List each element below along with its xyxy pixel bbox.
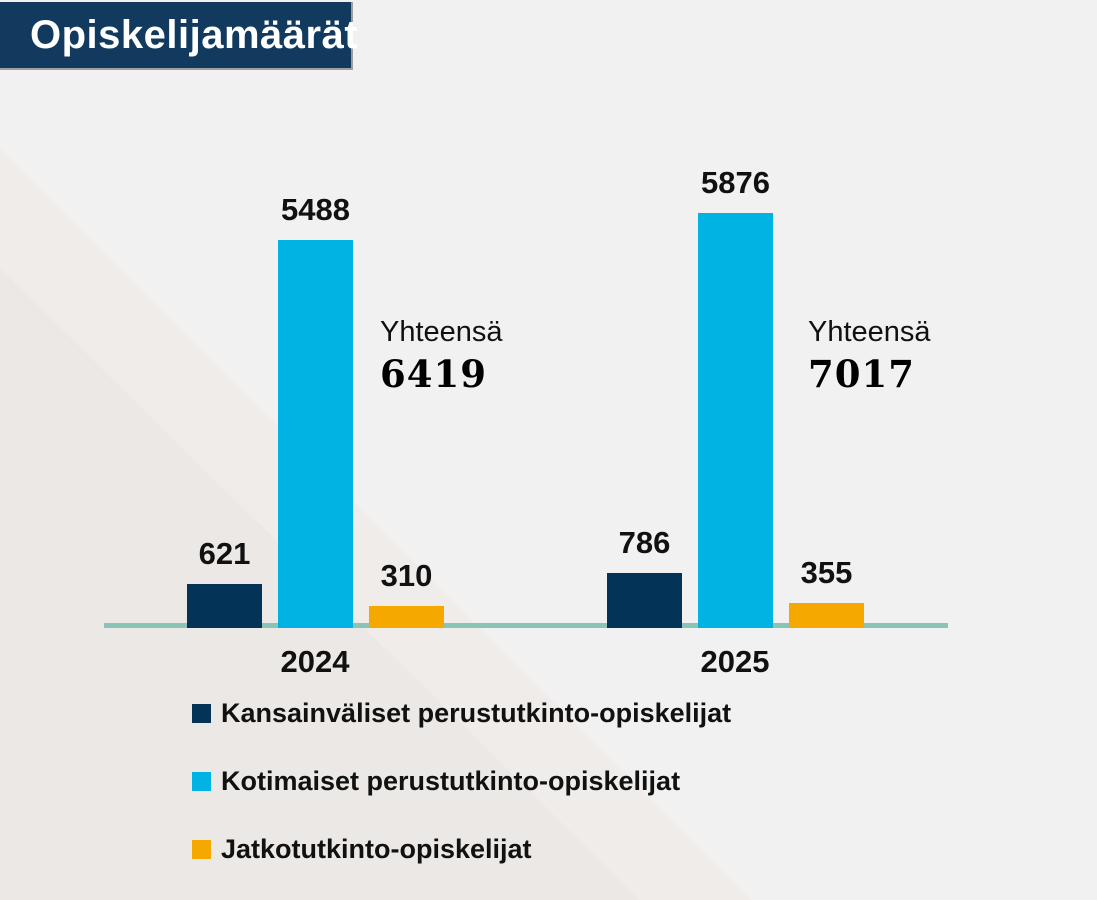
bar-value-label: 5876 — [701, 165, 770, 200]
total-value: 7017 — [808, 352, 915, 396]
total-value: 6419 — [380, 352, 487, 396]
legend-item-international — [192, 698, 731, 729]
bar-value-label: 5488 — [281, 192, 350, 228]
legend-swatch-cyan — [192, 772, 211, 791]
total-label: Yhteensä — [380, 316, 503, 348]
bar-value-label: 355 — [800, 554, 853, 590]
legend-swatch-orange — [192, 840, 211, 859]
bar-value-label: 310 — [380, 558, 433, 594]
legend-label: Kotimaiset perustutkinto-opiskelijat — [221, 766, 681, 796]
bar-value-label: 621 — [198, 536, 251, 572]
total-label: Yhteensä — [808, 316, 931, 348]
category-label-2024: 2024 — [280, 644, 350, 679]
category-label-2025: 2025 — [700, 644, 770, 679]
legend-label: Kansainväliset perustutkinto-opiskelijat — [221, 698, 732, 728]
bar-value-label: 786 — [618, 524, 671, 560]
legend-item-domestic — [192, 766, 680, 797]
page-title: Opiskelijamäärät — [30, 12, 359, 57]
legend-swatch-navy — [192, 704, 211, 723]
legend-item-postgraduate — [192, 834, 532, 865]
legend-label: Jatkotutkinto-opiskelijat — [221, 834, 532, 864]
